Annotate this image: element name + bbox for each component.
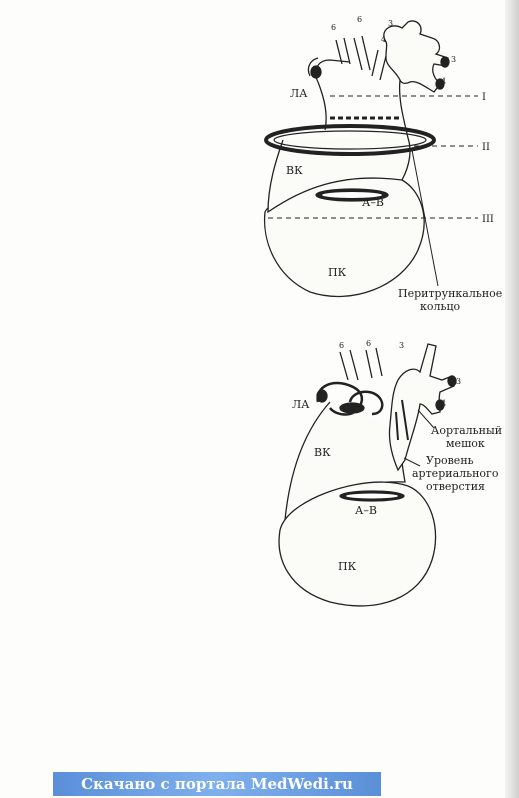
top-vessel-label: 4 (441, 77, 447, 86)
top-vessel-label: 6 (357, 15, 363, 24)
top-label-av: А–В (362, 196, 384, 209)
top-label-left-ventricle: ВК (286, 164, 303, 177)
label-level-iii: III (482, 214, 494, 225)
top-label-right-ventricle: ПК (328, 266, 347, 279)
top-heart-figure (265, 21, 449, 297)
top-vessel-label: 3 (388, 19, 394, 28)
top-vessel-label: 6 (331, 23, 337, 32)
label-level-ii: II (482, 142, 490, 153)
bottom-vessel-label: 3 (456, 377, 462, 386)
download-source-banner[interactable]: Скачано с портала MedWedi.ru (53, 772, 381, 796)
top-label-pulmonary-artery: ЛА (290, 87, 308, 100)
arterial-orifice-label-line2: артериального (412, 467, 499, 480)
bottom-label-left-ventricle: ВК (314, 446, 331, 459)
aortic-sac-label-line2: мешок (446, 437, 485, 450)
peritruncal-ring-label-line2: кольцо (420, 300, 461, 313)
bottom-vessel-label: 3 (399, 341, 405, 350)
top-vessel-label: 4 (381, 35, 387, 44)
bottom-label-right-ventricle: ПК (338, 560, 357, 573)
peritruncal-ring-label-line1: Перитрункальное (398, 287, 503, 300)
bottom-vessel-label: 6 (366, 339, 372, 348)
arterial-orifice-leader (404, 458, 420, 466)
label-level-i: I (482, 92, 486, 103)
bottom-label-av: А–В (355, 504, 377, 517)
bottom-vessel-label: 4 (441, 399, 447, 408)
bottom-label-pulmonary-artery: ЛА (292, 398, 310, 411)
top-vessel-label: 3 (451, 55, 457, 64)
arterial-orifice-label-line1: Уровень (426, 454, 474, 467)
bottom-vessel-label: 6 (339, 341, 345, 350)
aortic-sac-label-line1: Аортальный (431, 424, 503, 437)
arterial-orifice-label-line3: отверстия (426, 480, 485, 493)
